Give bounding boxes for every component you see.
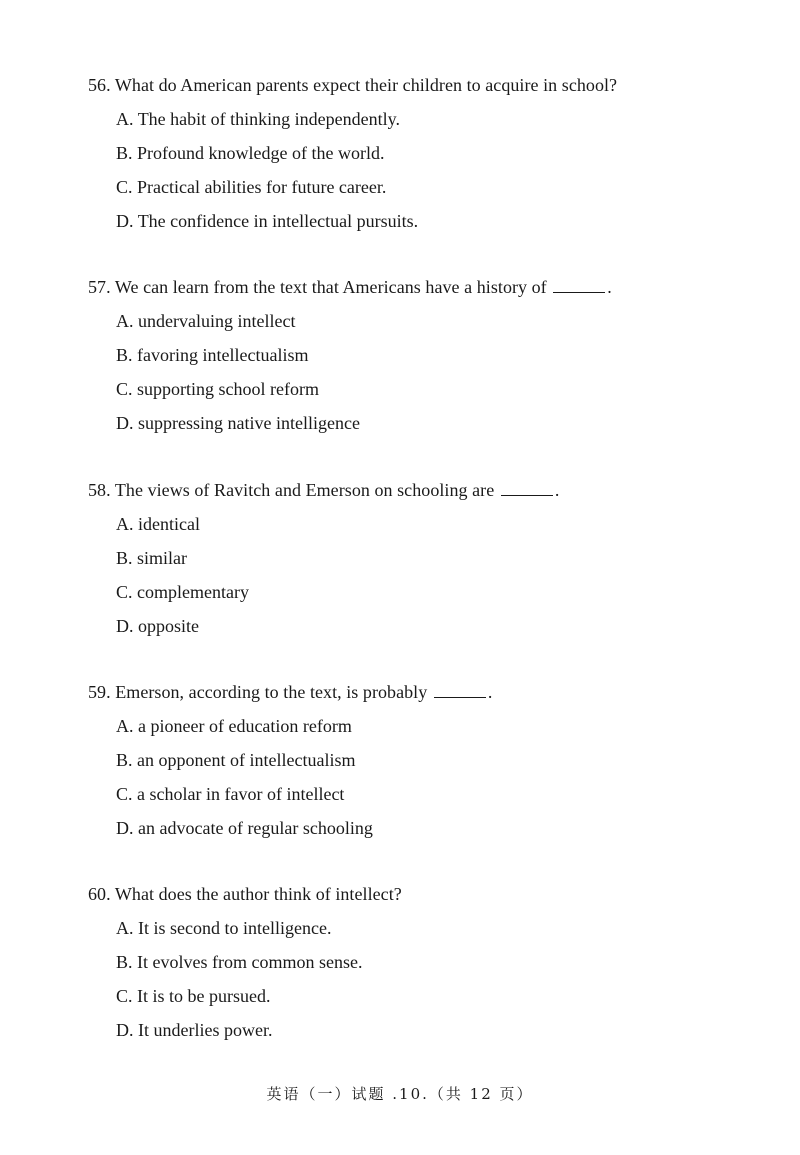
question-end: . <box>487 682 493 702</box>
option-d <box>116 1018 728 1042</box>
option-c <box>116 175 728 199</box>
question-stem <box>88 478 728 502</box>
option-d <box>116 816 728 840</box>
option-label: B. <box>116 548 133 568</box>
option-text: It evolves from common sense. <box>137 952 363 972</box>
option-label: B. <box>116 750 133 770</box>
option-b <box>116 546 728 570</box>
option-a <box>116 714 728 738</box>
option-b <box>116 141 728 165</box>
option-text: Practical abilities for future career. <box>137 177 387 197</box>
question-56 <box>88 73 728 233</box>
option-text: favoring intellectualism <box>137 345 309 365</box>
option-text: opposite <box>138 616 199 636</box>
question-number: 56. <box>88 75 111 95</box>
option-label: C. <box>116 177 133 197</box>
option-text: complementary <box>137 582 249 602</box>
option-label: A. <box>116 514 134 534</box>
option-text: undervaluing intellect <box>138 311 296 331</box>
question-text: What do American parents expect their children to acquire in school? <box>114 75 618 95</box>
answer-blank <box>553 277 605 293</box>
question-end: . <box>607 277 612 297</box>
option-text: an opponent of intellectualism <box>137 750 356 770</box>
question-stem <box>88 882 728 906</box>
option-c <box>116 580 728 604</box>
option-d <box>116 209 728 233</box>
option-label: A. <box>116 716 134 736</box>
option-label: C. <box>116 379 133 399</box>
option-label: C. <box>116 784 133 804</box>
option-label: B. <box>116 143 133 163</box>
option-c <box>116 782 728 806</box>
question-number: 60. <box>88 884 111 904</box>
option-a <box>116 512 728 536</box>
question-number: 57. <box>88 277 111 297</box>
question-57 <box>88 275 728 435</box>
option-label: D. <box>116 1020 134 1040</box>
option-label: D. <box>116 818 134 838</box>
question-60 <box>88 882 728 1042</box>
option-label: B. <box>116 345 133 365</box>
answer-blank <box>434 682 486 698</box>
question-number: 59. <box>88 682 111 702</box>
question-text: We can learn from the text that Americans have a history of <box>114 277 547 297</box>
option-label: A. <box>116 918 134 938</box>
option-label: D. <box>116 211 134 231</box>
option-text: identical <box>138 514 200 534</box>
option-d <box>116 614 728 638</box>
question-end: . <box>554 480 560 500</box>
option-d <box>116 411 728 435</box>
option-label: A. <box>116 311 134 331</box>
option-text: suppressing native intelligence <box>138 413 360 433</box>
option-label: A. <box>116 109 134 129</box>
option-a <box>116 916 728 940</box>
question-text: Emerson, according to the text, is probably <box>115 682 428 702</box>
question-text: The views of Ravitch and Emerson on schooling are <box>114 480 495 500</box>
option-label: C. <box>116 582 133 602</box>
question-59 <box>88 680 728 840</box>
option-c <box>116 984 728 1008</box>
option-text: It is second to intelligence. <box>138 918 332 938</box>
question-stem <box>88 680 728 704</box>
option-label: D. <box>116 616 134 636</box>
page-footer: 英语（一）试题 .10.（共 12 页） <box>266 1085 534 1103</box>
option-b <box>116 343 728 367</box>
question-stem <box>88 275 728 299</box>
option-text: The habit of thinking independently. <box>137 109 400 129</box>
option-text: an advocate of regular schooling <box>138 818 373 838</box>
option-b <box>116 748 728 772</box>
option-text: a pioneer of education reform <box>138 716 352 736</box>
question-stem <box>88 73 728 97</box>
question-58 <box>88 478 728 638</box>
option-text: The confidence in intellectual pursuits. <box>137 211 419 231</box>
option-text: Profound knowledge of the world. <box>137 143 385 163</box>
option-text: supporting school reform <box>137 379 319 399</box>
option-a <box>116 107 728 131</box>
question-text: What does the author think of intellect? <box>114 884 402 904</box>
option-c <box>116 377 728 401</box>
option-label: C. <box>116 986 133 1006</box>
option-a <box>116 309 728 333</box>
option-text: It is to be pursued. <box>137 986 271 1006</box>
option-b <box>116 950 728 974</box>
option-label: B. <box>116 952 133 972</box>
answer-blank <box>501 480 553 496</box>
question-number: 58. <box>88 480 111 500</box>
option-text: It underlies power. <box>138 1020 273 1040</box>
option-label: D. <box>116 413 134 433</box>
option-text: a scholar in favor of intellect <box>137 784 345 804</box>
option-text: similar <box>137 548 188 568</box>
